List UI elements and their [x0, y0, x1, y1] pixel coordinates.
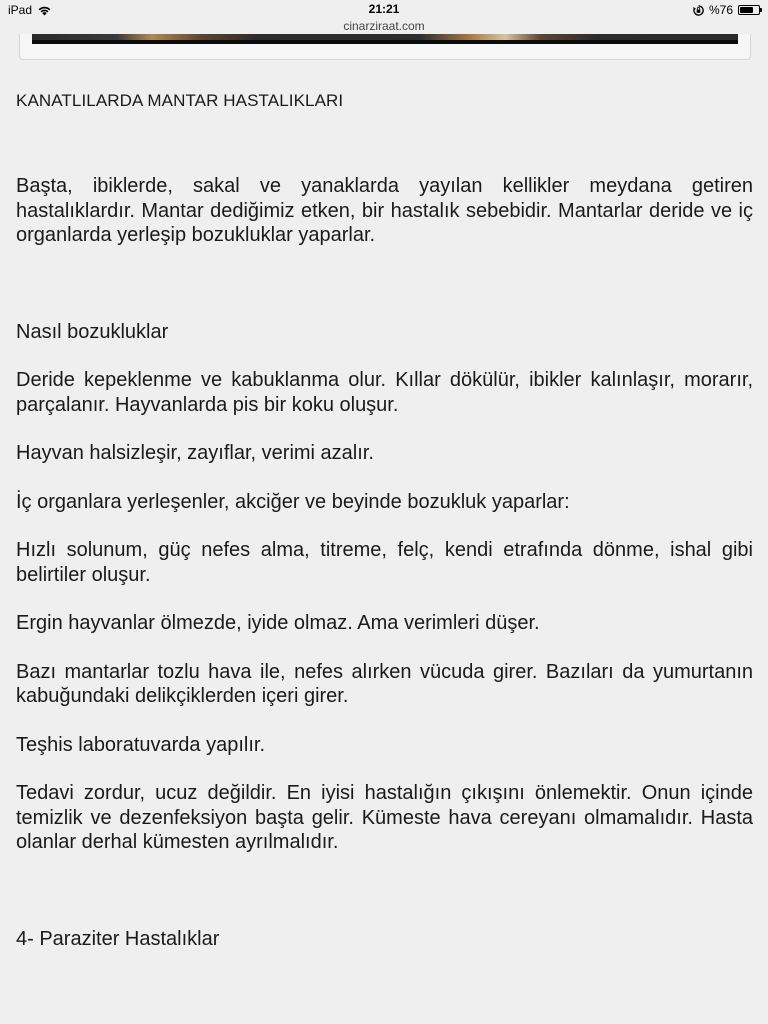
article-paragraph: Başta, ibiklerde, sakal ve yanaklarda yayılan kellikler meydana getiren hastalıklardır. Mantar dediğimiz etken, bir hastalık sebebidir. Mantarlar deride ve iç organlarda yerleşip bozukluklar yaparlar.	[16, 175, 753, 246]
article	[16, 90, 753, 951]
article-paragraph: Hayvan halsizleşir, zayıflar, verimi azalır.	[16, 442, 374, 464]
battery-percentage: %76	[708, 3, 733, 17]
url-bar[interactable]: cinarziraat.com	[343, 19, 425, 33]
article-subheading: 4- Paraziter Hastalıklar	[16, 927, 220, 950]
article-paragraph: Teşhis laboratuvarda yapılır.	[16, 733, 266, 756]
battery-nub	[760, 8, 762, 12]
article-paragraph: İç organlara yerleşenler, akciğer ve beyinde bozukluk yaparlar:	[16, 490, 570, 513]
article-paragraph: Deride kepeklenme ve kabuklanma olur. Kıllar dökülür, ibikler kalınlaşır, morarır, parçalanır. Hayvanlarda pis bir koku oluşur.	[16, 369, 753, 416]
status-bar-right	[693, 3, 760, 17]
article-subheading: Nasıl bozukluklar	[16, 320, 169, 343]
article-title: KANATLILARDA MANTAR HASTALIKLARI	[16, 91, 344, 110]
article-paragraph: Tedavi zordur, ucuz değildir. En iyisi hastalığın çıkışını önlemektir. Onun içinde temizlik ve dezenfeksiyon başta gelir. Kümeste hava cereyanı olmamalıdır. Hasta olanlar derhal kümesten ayrılmalıdır.	[16, 782, 753, 853]
article-paragraph: Hızlı solunum, güç nefes alma, titreme, felç, kendi etrafında dönme, ishal gibi belirtiler oluşur.	[16, 539, 753, 586]
battery-icon	[738, 5, 760, 15]
rotation-lock-icon	[693, 5, 704, 16]
article-paragraph: Bazı mantarlar tozlu hava ile, nefes alırken vücuda girer. Bazıları da yumurtanın kabuğundaki delikçiklerden içeri girer.	[16, 660, 753, 707]
status-bar	[0, 0, 768, 20]
article-paragraph: Ergin hayvanlar ölmezde, iyide olmaz. Ama verimleri düşer.	[16, 612, 540, 634]
device-name: iPad	[8, 3, 33, 17]
image-card	[19, 34, 751, 60]
article-image	[32, 34, 738, 44]
battery-fill	[740, 7, 753, 13]
clock: 21:21	[368, 2, 400, 16]
